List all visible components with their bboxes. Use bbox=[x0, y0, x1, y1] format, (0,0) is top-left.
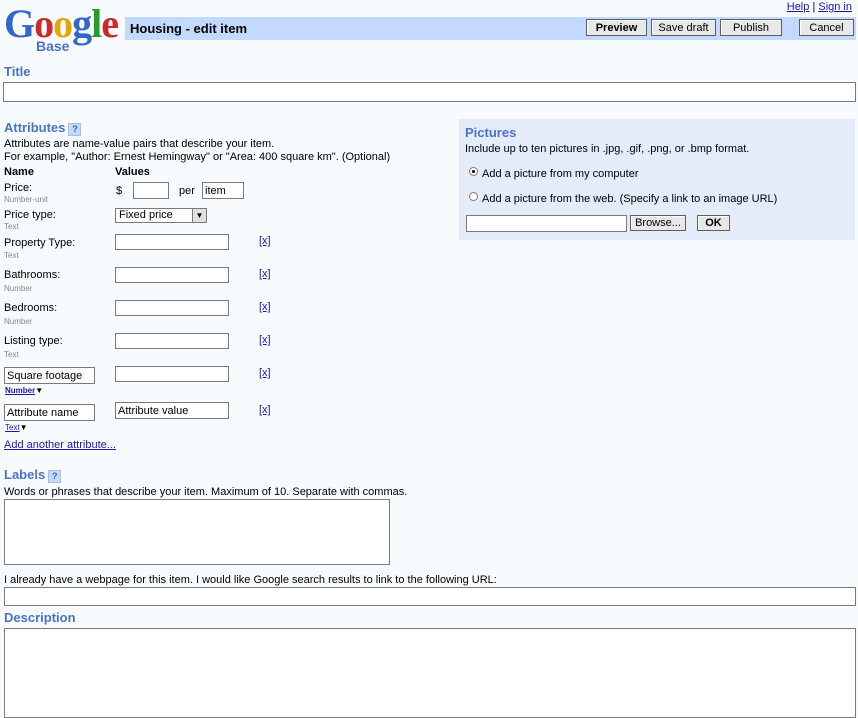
custom-attribute-value-input[interactable] bbox=[115, 366, 229, 382]
price-per-label: per bbox=[179, 185, 195, 197]
new-attribute-type-link[interactable]: Text bbox=[5, 423, 20, 432]
new-attribute-type-selector[interactable] bbox=[5, 423, 28, 432]
price-amount-input[interactable] bbox=[133, 182, 169, 199]
dropdown-arrow-icon: ▼ bbox=[19, 423, 28, 432]
labels-desc: Words or phrases that describe your item. Maximum of 10. Separate with commas. bbox=[4, 486, 408, 498]
description-textarea[interactable] bbox=[4, 628, 856, 718]
custom-attribute-name-input[interactable] bbox=[4, 367, 95, 384]
pictures-heading: Pictures bbox=[465, 125, 517, 140]
property-type-hint: Text bbox=[4, 251, 19, 260]
ok-button[interactable]: OK bbox=[697, 215, 730, 231]
currency-symbol: $ bbox=[116, 185, 123, 197]
labels-heading: Labels bbox=[4, 467, 46, 482]
title-input[interactable] bbox=[3, 82, 856, 102]
labels-textarea[interactable] bbox=[4, 499, 390, 565]
price-unit-input[interactable] bbox=[202, 182, 244, 199]
top-links-separator: | bbox=[812, 1, 816, 13]
publish-button[interactable]: Publish bbox=[720, 19, 782, 36]
remove-custom-attribute-link[interactable]: [x] bbox=[259, 367, 271, 379]
price-label: Price: bbox=[4, 182, 33, 194]
attributes-desc-2: For example, "Author: Ernest Hemingway" or "Area: 400 square km". (Optional) bbox=[4, 151, 391, 163]
url-desc: I already have a webpage for this item. I would like Google search results to link to the following URL: bbox=[4, 574, 497, 586]
logo-subtitle: Base bbox=[36, 38, 70, 54]
property-type-label: Property Type: bbox=[4, 237, 76, 249]
help-link[interactable]: Help bbox=[786, 1, 810, 13]
bathrooms-label: Bathrooms: bbox=[4, 269, 61, 281]
price-type-selected: Fixed price bbox=[119, 209, 173, 221]
price-type-label: Price type: bbox=[4, 209, 56, 221]
labels-help-icon[interactable]: ? bbox=[48, 470, 61, 483]
custom-attribute-type-link[interactable]: Number bbox=[5, 386, 36, 395]
price-type-select[interactable] bbox=[115, 208, 207, 223]
title-heading: Title bbox=[4, 64, 31, 79]
attributes-help-icon[interactable]: ? bbox=[68, 123, 81, 136]
price-type-hint: Number-unit bbox=[4, 195, 49, 204]
custom-attribute-type-selector[interactable] bbox=[5, 386, 43, 395]
attributes-desc-1: Attributes are name-value pairs that describe your item. bbox=[4, 138, 275, 150]
upload-web-label: Add a picture from the web. (Specify a link to an image URL) bbox=[482, 193, 778, 205]
pictures-panel bbox=[459, 119, 855, 240]
new-attribute-value-input[interactable] bbox=[115, 402, 229, 419]
preview-button[interactable]: Preview bbox=[586, 19, 647, 36]
bedrooms-hint: Number bbox=[4, 317, 33, 326]
labels-heading-row bbox=[4, 467, 61, 483]
save-draft-button[interactable]: Save draft bbox=[651, 19, 716, 36]
upload-computer-radio[interactable] bbox=[469, 167, 478, 176]
pictures-desc: Include up to ten pictures in .jpg, .gif, .png, or .bmp format. bbox=[465, 143, 750, 155]
google-base-logo[interactable] bbox=[4, 1, 120, 56]
bathrooms-hint: Number bbox=[4, 284, 33, 293]
upload-web-radio[interactable] bbox=[469, 192, 478, 201]
column-header-name: Name bbox=[4, 166, 34, 178]
listing-type-label: Listing type: bbox=[4, 335, 63, 347]
logo-wordmark: Google bbox=[4, 1, 119, 46]
dropdown-arrow-icon: ▼ bbox=[35, 386, 44, 395]
property-type-input[interactable] bbox=[115, 234, 229, 250]
column-header-values: Values bbox=[115, 166, 150, 178]
remove-bedrooms-link[interactable]: [x] bbox=[259, 301, 271, 313]
header-bar bbox=[125, 17, 856, 40]
listing-type-input[interactable] bbox=[115, 333, 229, 349]
new-attribute-name-input[interactable] bbox=[4, 404, 95, 421]
chevron-down-icon: ▼ bbox=[192, 209, 206, 222]
bedrooms-input[interactable] bbox=[115, 300, 229, 316]
add-another-attribute-link[interactable]: Add another attribute... bbox=[4, 439, 116, 451]
bathrooms-input[interactable] bbox=[115, 267, 229, 283]
description-heading: Description bbox=[4, 610, 76, 625]
attributes-heading: Attributes bbox=[4, 120, 66, 135]
url-input[interactable] bbox=[4, 587, 856, 606]
upload-computer-label: Add a picture from my computer bbox=[482, 168, 639, 180]
sign-in-link[interactable]: Sign in bbox=[818, 1, 852, 13]
file-path-input[interactable] bbox=[466, 215, 627, 232]
attributes-heading-row bbox=[4, 120, 81, 136]
listing-type-hint: Text bbox=[4, 350, 19, 359]
price-type-type-hint: Text bbox=[4, 222, 19, 231]
page-title: Housing - edit item bbox=[130, 21, 247, 36]
remove-property-type-link[interactable]: [x] bbox=[259, 235, 271, 247]
bedrooms-label: Bedrooms: bbox=[4, 302, 58, 314]
cancel-button[interactable]: Cancel bbox=[799, 19, 854, 36]
remove-listing-type-link[interactable]: [x] bbox=[259, 334, 271, 346]
top-links bbox=[787, 1, 852, 13]
remove-bathrooms-link[interactable]: [x] bbox=[259, 268, 271, 280]
browse-button[interactable]: Browse... bbox=[630, 215, 686, 231]
remove-new-attribute-link[interactable]: [x] bbox=[259, 404, 271, 416]
